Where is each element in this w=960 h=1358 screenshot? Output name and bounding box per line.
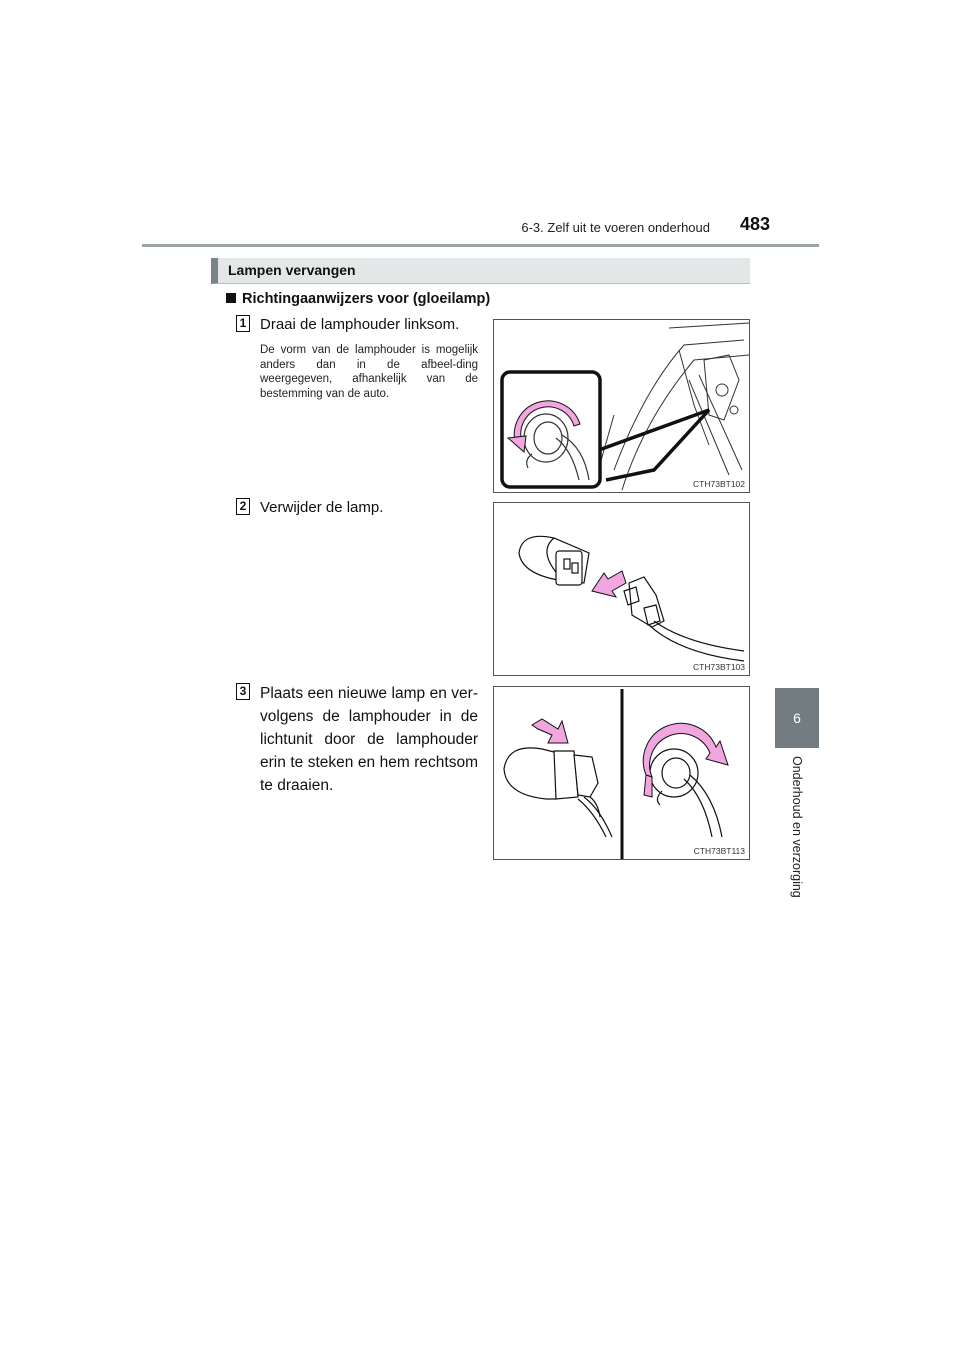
figure-install-bulb: [493, 686, 750, 860]
square-bullet-icon: [226, 293, 236, 303]
chapter-tab[interactable]: [775, 688, 819, 748]
figure-3-code: CTH73BT113: [693, 846, 745, 856]
step-1-note: De vorm van de lamphouder is mogelijk anders dan in de afbeel-ding weergegeven, afhankelijk van de bestemming van de auto.: [260, 344, 478, 400]
step-number-2: 2: [236, 498, 250, 515]
section-title: Lampen vervangen: [228, 262, 356, 278]
step-2-text: Verwijder de lamp.: [260, 499, 384, 516]
chapter-number: 6: [793, 710, 801, 726]
subheading: Richtingaanwijzers voor (gloeilamp): [226, 291, 490, 307]
chapter-title: Onderhoud en verzorging: [790, 756, 804, 898]
running-head: 6-3. Zelf uit te voeren onderhoud: [521, 220, 710, 235]
step-number-3: 3: [236, 683, 250, 700]
lamp-holder-rotate-illustration: [494, 320, 750, 493]
remove-bulb-illustration: [494, 503, 750, 676]
step-1-text: Draai de lamphouder linksom.: [260, 316, 460, 333]
install-bulb-illustration: [494, 687, 750, 860]
section-title-bar: [211, 258, 750, 284]
step-3-text: Plaats een nieuwe lamp en ver-volgens de lamphouder in de lichtunit door de lamphouder erin te steken en hem rechtsom te draaien.: [260, 685, 478, 794]
figure-2-code: CTH73BT103: [693, 662, 745, 672]
figure-rotate-holder: [493, 319, 750, 493]
figure-1-code: CTH73BT102: [693, 479, 745, 489]
figure-remove-bulb: [493, 502, 750, 676]
page-number: 483: [740, 214, 771, 234]
step-number-1: 1: [236, 315, 250, 332]
header-rule: [142, 244, 819, 247]
